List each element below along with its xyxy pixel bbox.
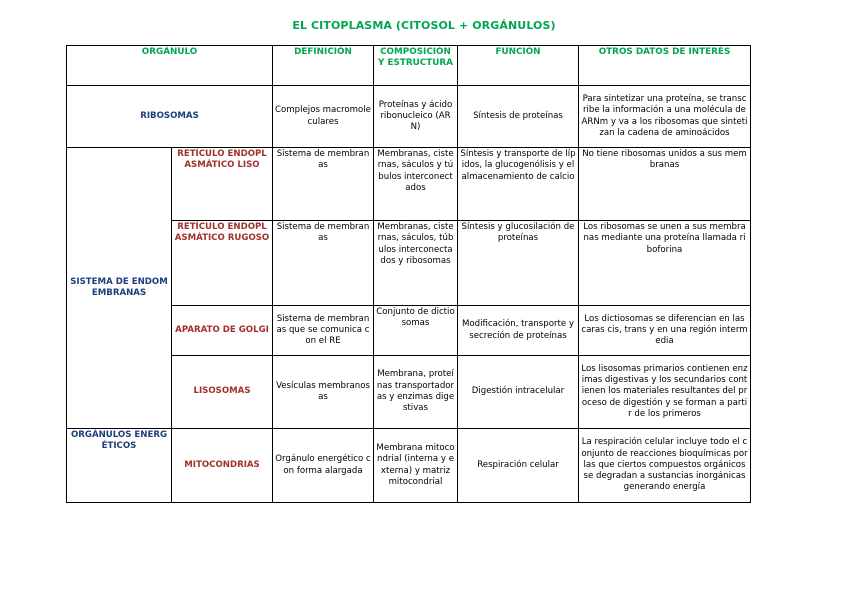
cell-composicion: Membranas, cisternas, sáculos, túbulos interconectados y ribosomas — [374, 221, 458, 306]
cell-otros: Para sintetizar una proteína, se transcribe la información a una molécula de ARNm y va a los ribosomas que sintetizan la cadena de aminoácidos — [579, 86, 751, 148]
organelle-table — [66, 45, 751, 503]
group-label: ORGÁNULOS ENERGÉTICOS — [67, 429, 172, 503]
group-label: SISTEMA DE ENDOMEMBRANAS — [67, 148, 172, 429]
header-row — [67, 46, 751, 86]
cell-definicion: Sistema de membranas — [273, 221, 374, 306]
row-ribosomas — [67, 86, 751, 148]
cell-funcion: Modificación, transporte y secreción de proteínas — [458, 306, 579, 356]
organelle-name: LISOSOMAS — [172, 356, 273, 429]
cell-otros: Los lisosomas primarios contienen enzimas digestivas y los secundarios contienen los materiales resultantes del proceso de digestión y se forman a partir de los primeros — [579, 356, 751, 429]
organelle-name: RETÍCULO ENDOPLASMÁTICO RUGOSO — [172, 221, 273, 306]
cell-definicion: Vesículas membranosas — [273, 356, 374, 429]
header-definicion: DEFINICIÓN — [273, 46, 374, 86]
cell-composicion: Membrana, proteínas transportadoras y enzimas digestivas — [374, 356, 458, 429]
cell-definicion: Orgánulo energético con forma alargada — [273, 429, 374, 503]
cell-otros: La respiración celular incluye todo el conjunto de reacciones bioquímicas por las que ciertos compuestos orgánicos se degradan a sustancias inorgánicas generando energía — [579, 429, 751, 503]
cell-definicion: Sistema de membranas — [273, 148, 374, 221]
header-funcion: FUNCIÓN — [458, 46, 579, 86]
page-title: EL CITOPLASMA (CITOSOL + ORGÁNULOS) — [292, 19, 556, 32]
organelle-name: MITOCONDRIAS — [172, 429, 273, 503]
cell-definicion: Complejos macromoleculares — [273, 86, 374, 148]
cell-funcion: Síntesis y glucosilación de proteínas — [458, 221, 579, 306]
organelle-name: RIBOSOMAS — [67, 86, 273, 148]
cell-definicion: Sistema de membranas que se comunica con el RE — [273, 306, 374, 356]
organelle-name: RETÍCULO ENDOPLASMÁTICO LISO — [172, 148, 273, 221]
cell-otros: Los dictiosomas se diferencian en las caras cis, trans y en una región intermedia — [579, 306, 751, 356]
header-otros: OTROS DATOS DE INTERÉS — [579, 46, 751, 86]
cell-funcion: Síntesis de proteínas — [458, 86, 579, 148]
header-organulo: ORGÁNULO — [67, 46, 273, 86]
cell-otros: Los ribosomas se unen a sus membranas mediante una proteína llamada riboforina — [579, 221, 751, 306]
row-mitocondrias — [67, 429, 751, 503]
cell-composicion: Membranas, cisternas, sáculos y túbulos interconectados — [374, 148, 458, 221]
cell-otros: No tiene ribosomas unidos a sus membranas — [579, 148, 751, 221]
cell-composicion: Conjunto de dictiosomas — [374, 306, 458, 356]
cell-composicion: Membrana mitocondrial (interna y externa) y matriz mitocondrial — [374, 429, 458, 503]
header-composicion: COMPOSICIÓN Y ESTRUCTURA — [374, 46, 458, 86]
organelle-name: APARATO DE GOLGI — [172, 306, 273, 356]
cell-funcion: Digestión intracelular — [458, 356, 579, 429]
cell-funcion: Respiración celular — [458, 429, 579, 503]
cell-funcion: Síntesis y transporte de lípidos, la glucogenólisis y el almacenamiento de calcio — [458, 148, 579, 221]
row-rel — [67, 148, 751, 221]
cell-composicion: Proteínas y ácido ribonucleico (ARN) — [374, 86, 458, 148]
